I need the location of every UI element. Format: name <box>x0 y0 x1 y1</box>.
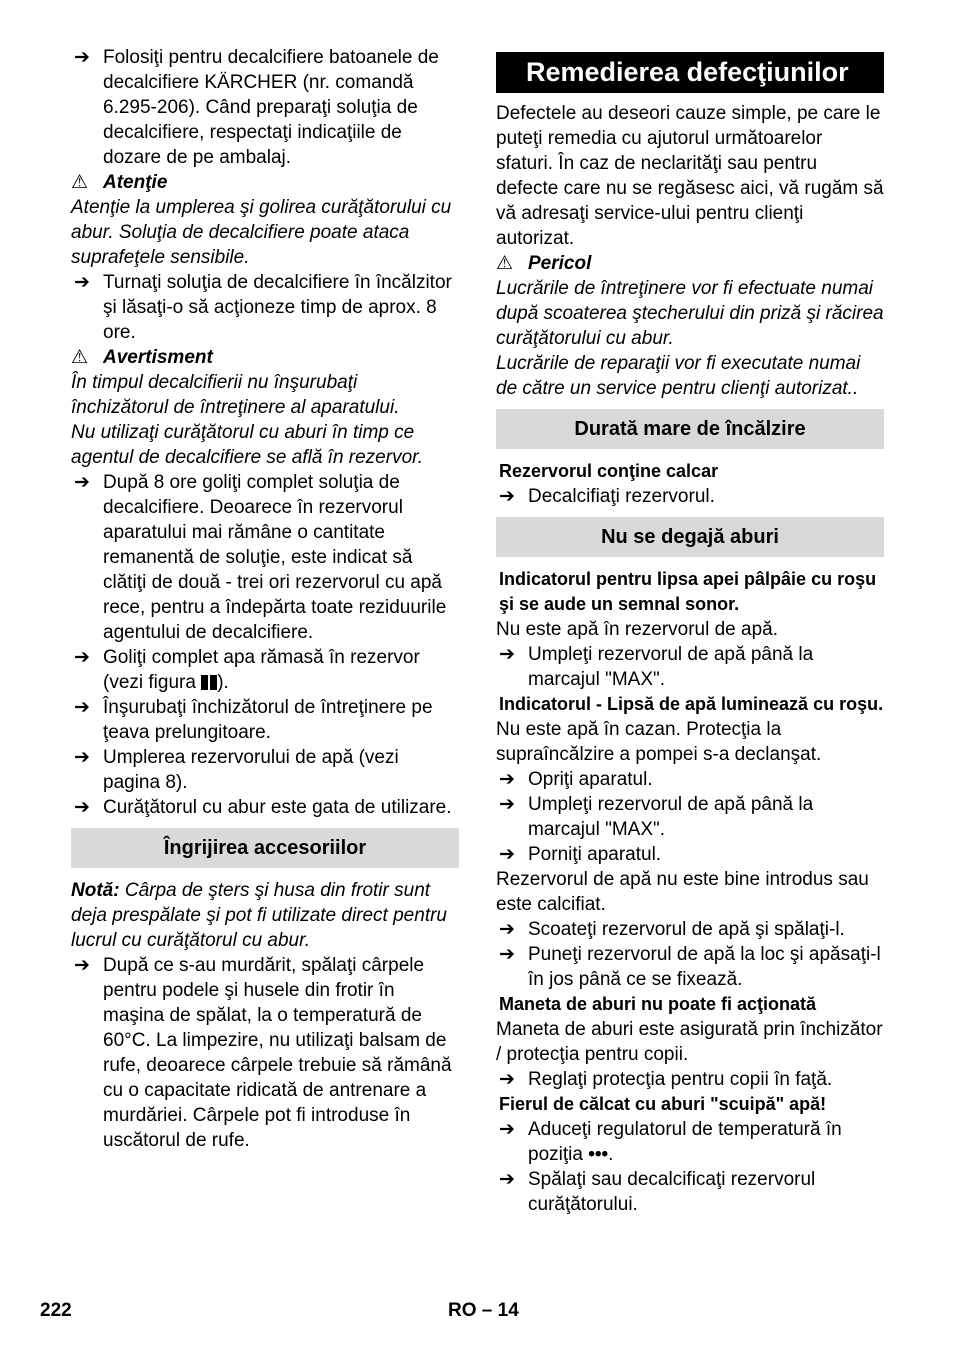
list-item: ➔ Puneţi rezervorul de apă la loc şi apăsaţi-l în jos până ce se fixează. <box>496 942 884 992</box>
warning-text: Nu utilizaţi curăţătorul cu aburi în timp ce agentul de decalcifiere se află în rezervor. <box>71 422 424 468</box>
arrow-right-icon: ➔ <box>74 472 90 493</box>
warning-heading: ⚠ Avertisment <box>71 347 213 368</box>
cause-text: Nu este apă în cazan. Protecţia la supraîncălzire a pompei s-a declanşat. <box>496 719 822 765</box>
list-item: ➔ Porniţi aparatul. <box>496 842 884 867</box>
list-item: ➔ Scoateţi rezervorul de apă şi spălaţi-l. <box>496 917 884 942</box>
warning-text: Atenţie la umplerea şi golirea curăţătorului cu abur. Soluţia de decalcifiere poate ataca suprafeţele sensibile. <box>71 197 452 268</box>
list-item: ➔ Umplerea rezervorului de apă (vezi pagina 8). <box>71 745 459 795</box>
list-item: ➔ După ce s-au murdărit, spălaţi cârpele pentru podele şi husele din frotir în maşina de spălat, la o temperatură de 60°C. La limpezire, nu utilizaţi balsam de rufe, deoarece cârpele trebuie să rămână cu o capacitate ridicată de antrenare a murdăriei. Cârpele pot fi introduse în uscătorul de rufe. <box>71 953 459 1153</box>
section-code: RO – 14 <box>448 1300 519 1321</box>
page-title: Remedierea defecţiunilor <box>496 52 884 93</box>
arrow-right-icon: ➔ <box>499 644 515 665</box>
arrow-right-icon: ➔ <box>499 944 515 965</box>
problem-heading: Rezervorul conţine calcar <box>499 461 719 481</box>
arrow-right-icon: ➔ <box>499 844 515 865</box>
problem-heading: Indicatorul - Lipsă de apă luminează cu roşu. <box>499 694 884 714</box>
cause-text: Nu este apă în rezervorul de apă. <box>496 619 779 640</box>
section-heading: Nu se degajă aburi <box>496 517 884 557</box>
left-column <box>71 45 459 1153</box>
arrow-right-icon: ➔ <box>74 797 90 818</box>
arrow-right-icon: ➔ <box>74 47 90 68</box>
list-item: ➔ Opriţi aparatul. <box>496 767 884 792</box>
list-item: ➔ Reglaţi protecţia pentru copii în faţă. <box>496 1067 884 1092</box>
arrow-right-icon: ➔ <box>499 486 515 507</box>
arrow-right-icon: ➔ <box>74 697 90 718</box>
danger-text: Lucrările de întreţinere vor fi efectuate numai după scoaterea ştecherului din priză şi răcirea curăţătorului cu abur. <box>496 278 884 349</box>
figure-reference-icon <box>201 675 217 690</box>
page-number: 222 <box>40 1300 72 1321</box>
cause-text: Rezervorul de apă nu este bine introdus sau este calcifiat. <box>496 869 869 915</box>
list-item: ➔ Goliţi complet apa rămasă în rezervor (vezi figura ). <box>71 645 459 695</box>
list-item: ➔ După 8 ore goliţi complet soluţia de decalcifiere. Deoarece în rezervorul aparatului mai rămâne o cantitate remanentă de soluţie, este indicat să clătiţi de două - trei ori rezervorul cu apă rece, pentru a îndepărta toate reziduurile agentului de decalcifiere. <box>71 470 459 645</box>
section-heading: Durată mare de încălzire <box>496 409 884 449</box>
problem-heading: Maneta de aburi nu poate fi acţionată <box>499 994 817 1014</box>
warning-triangle-icon: ⚠ <box>71 172 89 193</box>
section-heading: Îngrijirea accesoriilor <box>71 828 459 868</box>
arrow-right-icon: ➔ <box>74 955 90 976</box>
arrow-right-icon: ➔ <box>499 919 515 940</box>
danger-text: Lucrările de reparaţii vor fi executate numai de către un service pentru clienţi autorizat.. <box>496 353 861 399</box>
list-item: ➔ Aduceţi regulatorul de temperatură în poziţia •••. <box>496 1117 884 1167</box>
arrow-right-icon: ➔ <box>499 1069 515 1090</box>
problem-heading: Fierul de călcat cu aburi "scuipă" apă! <box>499 1094 827 1114</box>
warning-triangle-icon: ⚠ <box>71 347 89 368</box>
list-item: ➔ Decalcifiaţi rezervorul. <box>496 484 884 509</box>
warning-text: În timpul decalcifierii nu înşurubaţi închizătorul de întreţinere al aparatului. <box>71 372 400 418</box>
list-item: ➔ Umpleţi rezervorul de apă până la marcajul "MAX". <box>496 642 884 692</box>
temperature-dots-symbol: ••• <box>588 1144 609 1165</box>
list-item: ➔ Înşurubaţi închizătorul de întreţinere pe ţeava prelungitoare. <box>71 695 459 745</box>
intro-text: Defectele au deseori cauze simple, pe care le puteţi remedia cu ajutorul următoarelor sfaturi. În caz de neclarităţi sau pentru defecte care nu se regăsesc aici, vă rugăm să vă adresaţi service-ului pentru clienţi autorizat. <box>496 103 884 249</box>
arrow-right-icon: ➔ <box>499 1169 515 1190</box>
danger-heading: ⚠ Pericol <box>496 253 592 274</box>
warning-heading: ⚠ Atenţie <box>71 172 168 193</box>
list-item: ➔ Spălaţi sau decalcificaţi rezervorul curăţătorului. <box>496 1167 884 1217</box>
cause-text: Maneta de aburi este asigurată prin închizător / protecţia pentru copii. <box>496 1019 883 1065</box>
problem-heading: Indicatorul pentru lipsa apei pâlpâie cu roşu şi se aude un semnal sonor. <box>499 569 877 614</box>
arrow-right-icon: ➔ <box>74 747 90 768</box>
list-item: ➔ Turnaţi soluţia de decalcifiere în încălzitor şi lăsaţi-o să acţioneze timp de aprox. 8 ore. <box>71 270 459 345</box>
arrow-right-icon: ➔ <box>499 1119 515 1140</box>
list-item: ➔ Folosiţi pentru decalcifiere batoanele de decalcifiere KÄRCHER (nr. comandă 6.295-206). Când preparaţi soluţia de decalcifiere, respectaţi indicaţiile de dozare de pe ambalaj. <box>71 45 459 170</box>
arrow-right-icon: ➔ <box>74 272 90 293</box>
note-text: Notă: Cârpa de şters şi husa din frotir sunt deja prespălate şi pot fi utilizate direct pentru lucrul cu curăţătorul cu abur. <box>71 880 447 951</box>
right-column <box>496 45 884 1217</box>
arrow-right-icon: ➔ <box>499 769 515 790</box>
warning-triangle-icon: ⚠ <box>496 253 514 274</box>
list-item: ➔ Curăţătorul cu abur este gata de utilizare. <box>71 795 459 820</box>
list-item: ➔ Umpleţi rezervorul de apă până la marcajul "MAX". <box>496 792 884 842</box>
arrow-right-icon: ➔ <box>74 647 90 668</box>
arrow-right-icon: ➔ <box>499 794 515 815</box>
